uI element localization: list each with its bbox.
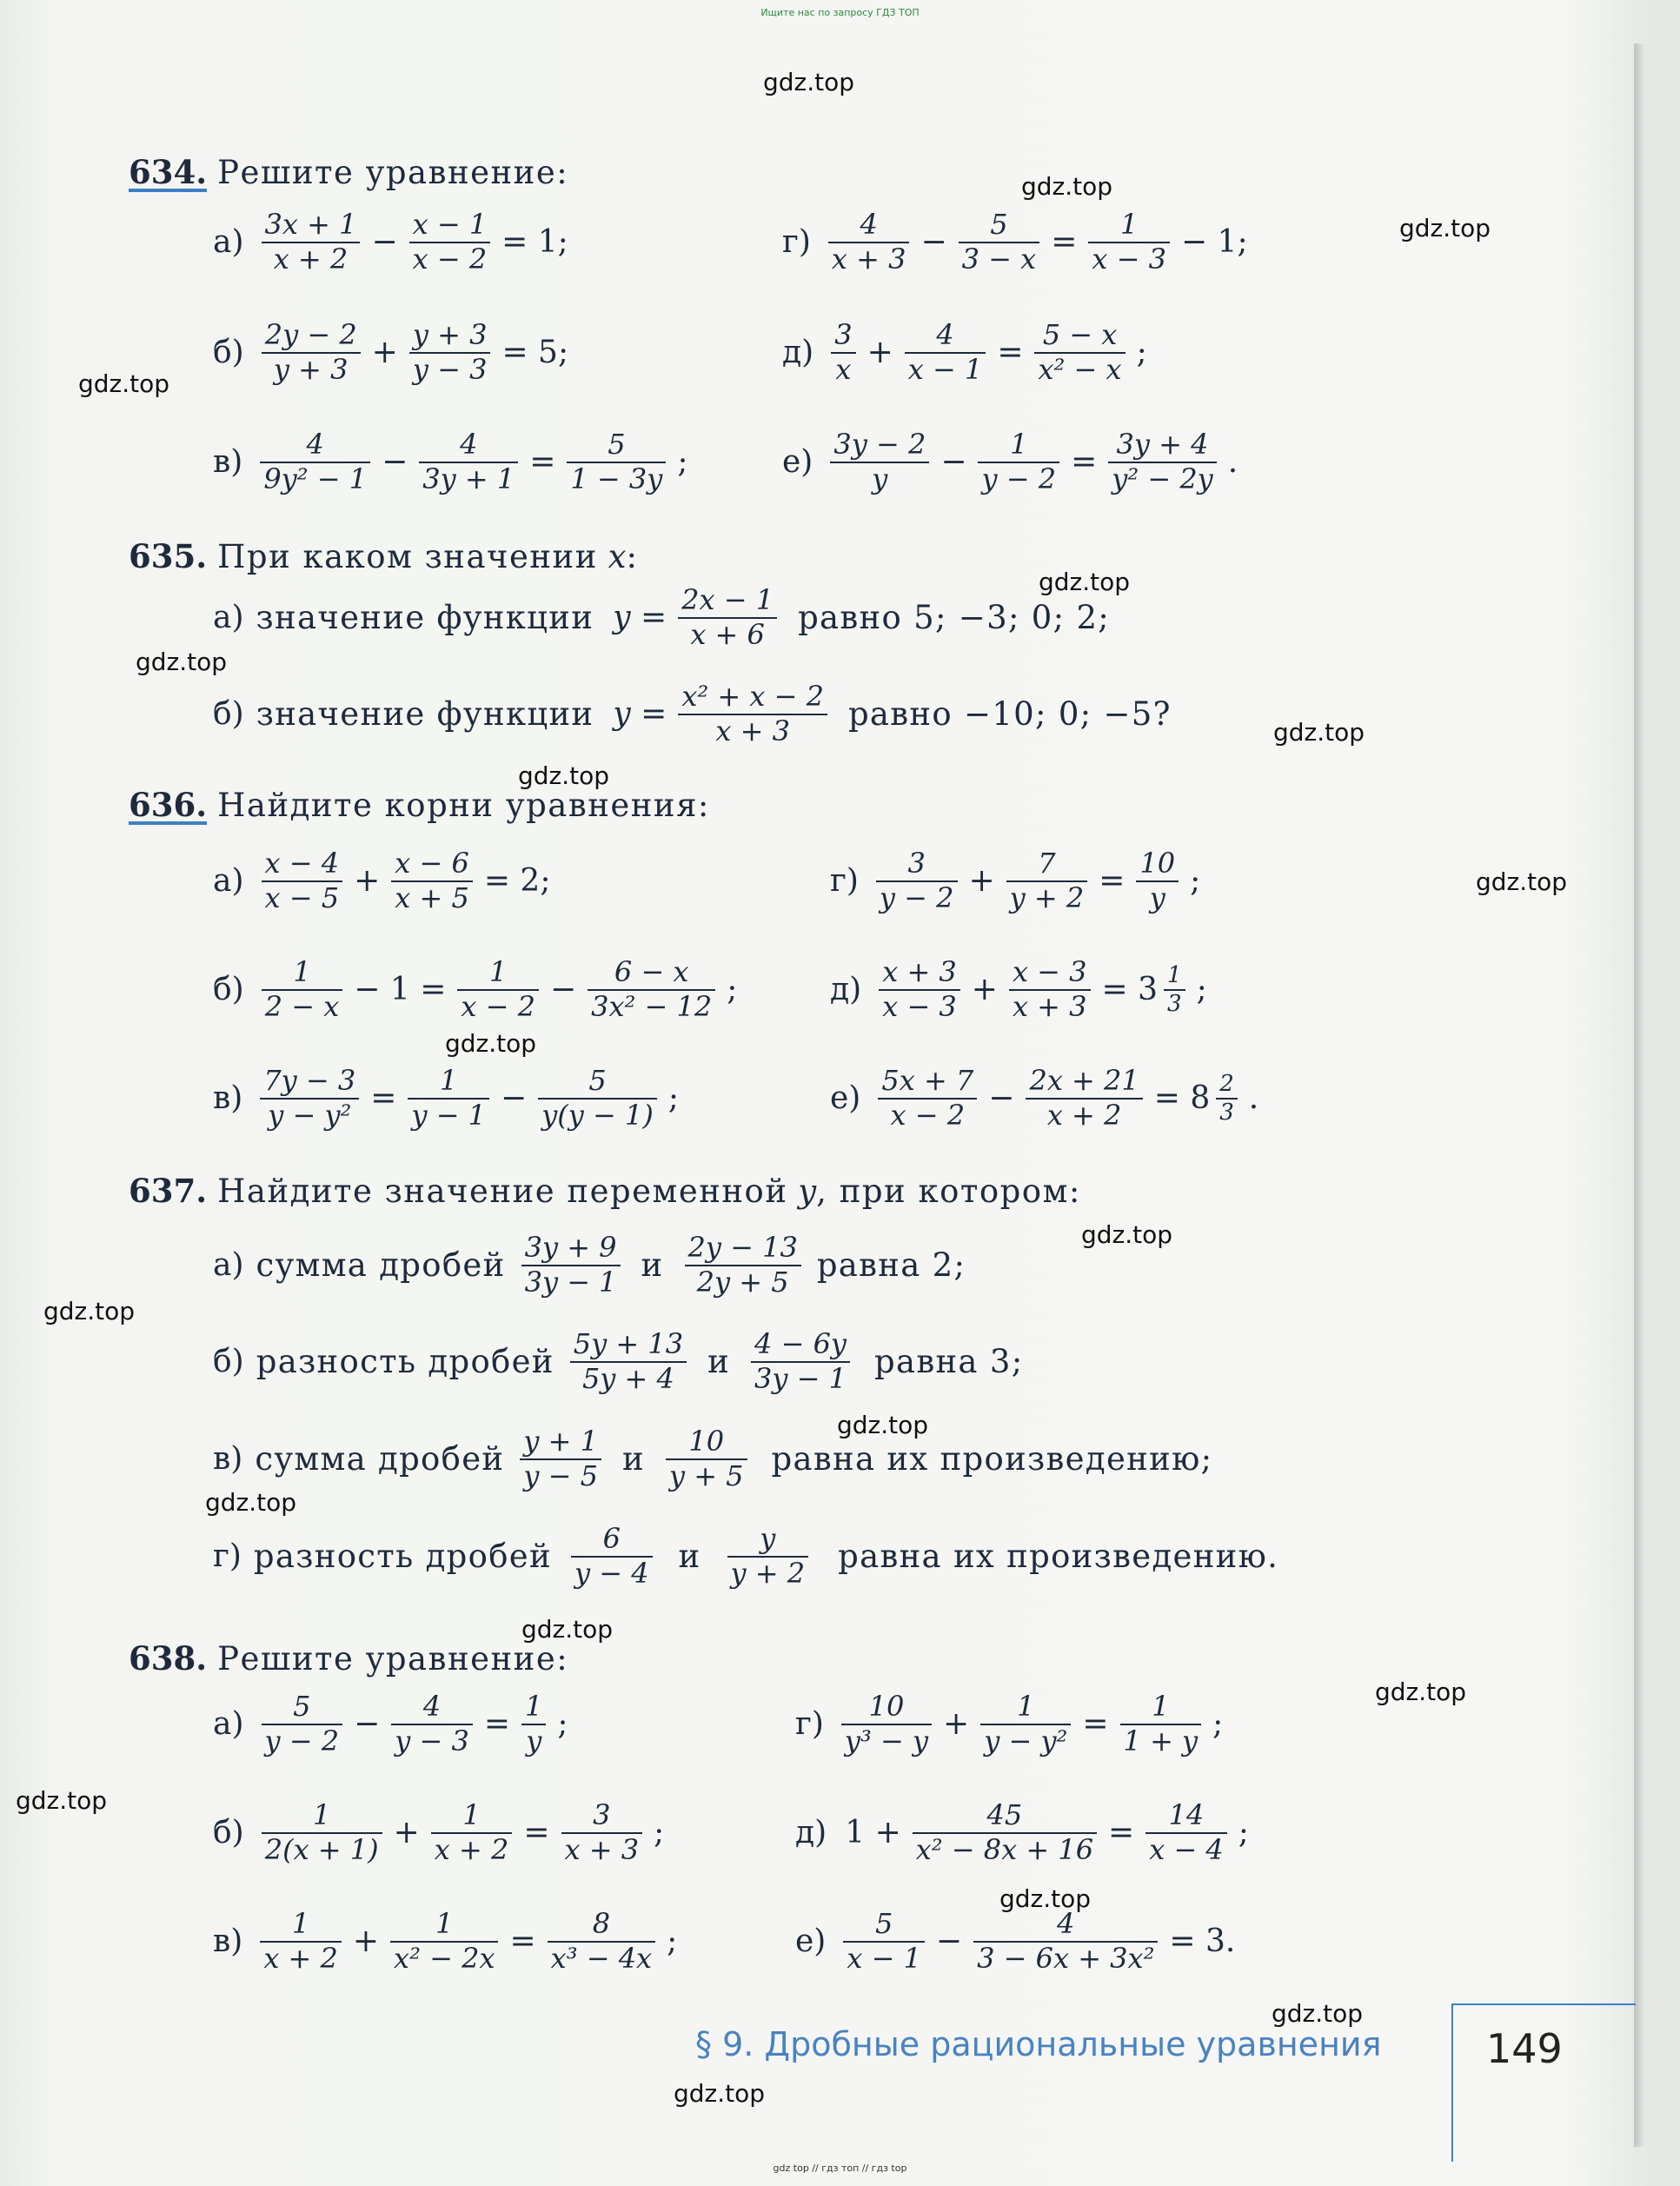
watermark: gdz.top [1375,1678,1467,1706]
eq-638-v: в) $\frac{1}{x + 2}$ + $\frac{1}{\text{x² − 2x}}$ = $\frac{8}{\text{x³ − 4x}}$ ; [213,1907,678,1975]
watermark: gdz.top [1081,1220,1173,1249]
watermark: gdz.top [521,1615,614,1644]
eq-634-d: д) $\frac{3}{x}$ + $\frac{4}{x - 1}$ = $\frac{5 - x}{\text{x² − x}}$ ; [782,318,1147,386]
problem-635-title: 635. При каком значении x: [129,537,637,575]
eq-637-b: б) разность дробей $\frac{5y + 13}{5y + 4}$ и $\frac{4 - 6y}{3y - 1}$ равна 3; [213,1327,1024,1395]
problem-636-title: 636. Найдите корни уравнения: [129,786,710,824]
eq-634-a: а) $\frac{3x + 1}{x + 2}$ − $\frac{x - 1}{x - 2}$ = 1; [213,208,568,276]
problem-638-title: 638. Решите уравнение: [129,1639,569,1678]
watermark: gdz.top [445,1029,537,1058]
eq-634-b: б) $\frac{2y - 2}{y + 3}$ + $\frac{y + 3}{y - 3}$ = 5; [213,318,569,386]
eq-635-b: б) значение функции y = $\frac{\text{x² + x − 2}}{x + 3}$ равно −10; 0; −5? [213,680,1172,747]
eq-637-a: а) сумма дробей $\frac{3y + 9}{3y - 1}$ и $\frac{2y - 13}{2y + 5}$ равна 2; [213,1231,966,1299]
eq-638-e: е) $\frac{5}{x - 1}$ − $\frac{4}{\text{3 − 6x + 3x²}}$ = 3. [795,1907,1236,1975]
page-edge [1634,43,1644,2147]
watermark: gdz.top [1399,214,1491,243]
bottom-note: gdz top // гдз топ // гдз top [773,2163,907,2174]
eq-638-b: б) $\frac{1}{2(x + 1)}$ + $\frac{1}{x + 2}$ = $\frac{3}{x + 3}$ ; [213,1798,665,1866]
eq-636-g: г) $\frac{3}{y - 2}$ + $\frac{7}{y + 2}$ = $\frac{10}{y}$ ; [830,847,1201,914]
watermark: gdz.top [674,2079,766,2108]
eq-636-a: а) $\frac{x - 4}{x - 5}$ + $\frac{x - 6}{x + 5}$ = 2; [213,847,551,914]
eq-636-v: в) $\frac{7y - 3}{\text{y − y²}}$ = $\frac{1}{y - 1}$ − $\frac{5}{y(y - 1)}$ ; [213,1064,679,1132]
eq-634-e: е) $\frac{3y - 2}{y}$ − $\frac{1}{y - 2}$ = $\frac{3y + 4}{\text{y² − 2y}}$ . [782,428,1238,495]
eq-635-a: а) значение функции y = $\frac{2x - 1}{x + 6}$ равно 5; −3; 0; 2; [213,583,1111,651]
watermark: gdz.top [999,1884,1092,1913]
problem-637-title: 637. Найдите значение переменной y, при котором: [129,1172,1081,1210]
watermark: gdz.top [16,1786,108,1815]
top-note: Ищите нас по запросу ГДЗ ТОП [760,7,920,18]
problem-634-title: 634. Решите уравнение: [129,153,569,191]
watermark: gdz.top [1021,172,1113,201]
eq-638-d: д) 1 + $\frac{45}{\text{x² − 8x + 16}}$ = $\frac{14}{x - 4}$ ; [795,1798,1249,1866]
eq-634-g: г) $\frac{4}{x + 3}$ − $\frac{5}{3 - x}$ = $\frac{1}{x - 3}$ − 1; [782,208,1248,276]
watermark: gdz.top [1039,568,1131,596]
watermark: gdz.top [205,1488,297,1517]
watermark: gdz.top [136,648,228,676]
eq-636-d: д) $\frac{x + 3}{x - 3}$ + $\frac{x - 3}{x + 3}$ = 3 $\frac{1}{3}$ ; [830,955,1207,1023]
eq-636-b: б) $\frac{1}{2 - x}$ − 1 = $\frac{1}{x - 2}$ − $\frac{6 - x}{\text{3x² − 12}}$ ; [213,955,738,1023]
eq-638-g: г) $\frac{10}{\text{y³ − y}}$ + $\frac{1}{\text{y − y²}}$ = $\frac{1}{1 + y}$ ; [795,1690,1224,1757]
eq-637-v: в) сумма дробей $\frac{y + 1}{y - 5}$ и $\frac{10}{y + 5}$ равна их произведению; [213,1425,1213,1492]
watermark: gdz.top [1273,718,1365,747]
watermark: gdz.top [1476,867,1568,896]
eq-637-g: г) разность дробей $\frac{6}{y - 4}$ и $\frac{y}{y + 2}$ равна их произведению. [213,1522,1279,1590]
section-footer-title: § 9. Дробные рациональные уравнения [695,2025,1382,2063]
watermark: gdz.top [1272,1999,1364,2028]
eq-638-a: а) $\frac{5}{y - 2}$ − $\frac{4}{y - 3}$ = $\frac{1}{y}$ ; [213,1690,568,1757]
watermark: gdz.top [43,1297,136,1326]
watermark: gdz.top [78,369,170,398]
page-number: 149 [1486,2025,1563,2072]
watermark: gdz.top [518,761,610,790]
watermark: gdz.top [763,68,855,96]
eq-634-v: в) $\frac{4}{\text{9y² − 1}}$ − $\frac{4}{3y + 1}$ = $\frac{5}{1 - 3y}$ ; [213,428,688,495]
eq-636-e: е) $\frac{5x + 7}{x - 2}$ − $\frac{2x + 21}{x + 2}$ = 8 $\frac{2}{3}$ . [830,1064,1259,1132]
watermark: gdz.top [837,1411,929,1439]
